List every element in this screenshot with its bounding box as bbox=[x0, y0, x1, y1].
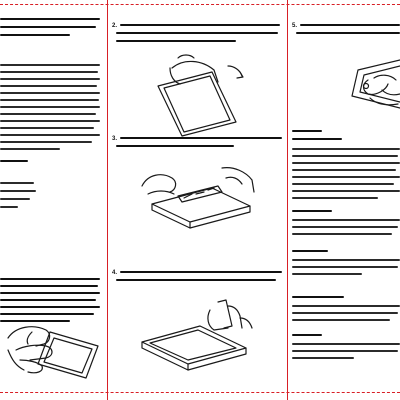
crop-mark bbox=[287, 391, 288, 400]
fold-line-left bbox=[107, 0, 108, 400]
crop-mark bbox=[287, 0, 288, 9]
step-2-number: 2. bbox=[112, 23, 118, 29]
step-3-number: 3. bbox=[112, 136, 118, 142]
hand-peeling-protector-film-icon bbox=[148, 52, 258, 140]
step-4-number: 4. bbox=[112, 270, 118, 276]
fold-line-right bbox=[287, 0, 288, 400]
step-5-number: 5. bbox=[292, 23, 298, 29]
left-panel bbox=[0, 14, 104, 380]
crop-mark bbox=[107, 0, 108, 9]
cut-line-bottom bbox=[0, 392, 400, 393]
cut-line-top bbox=[0, 4, 400, 5]
hand-smoothing-film-on-phone-icon bbox=[136, 298, 266, 378]
right-panel bbox=[292, 14, 400, 380]
crop-mark bbox=[107, 391, 108, 400]
hand-wiping-phone-screen-icon bbox=[6, 320, 104, 380]
middle-panel bbox=[112, 14, 284, 380]
finger-swiping-bubbles-icon bbox=[346, 50, 400, 120]
hand-pressing-card-on-screen-icon bbox=[138, 164, 262, 244]
